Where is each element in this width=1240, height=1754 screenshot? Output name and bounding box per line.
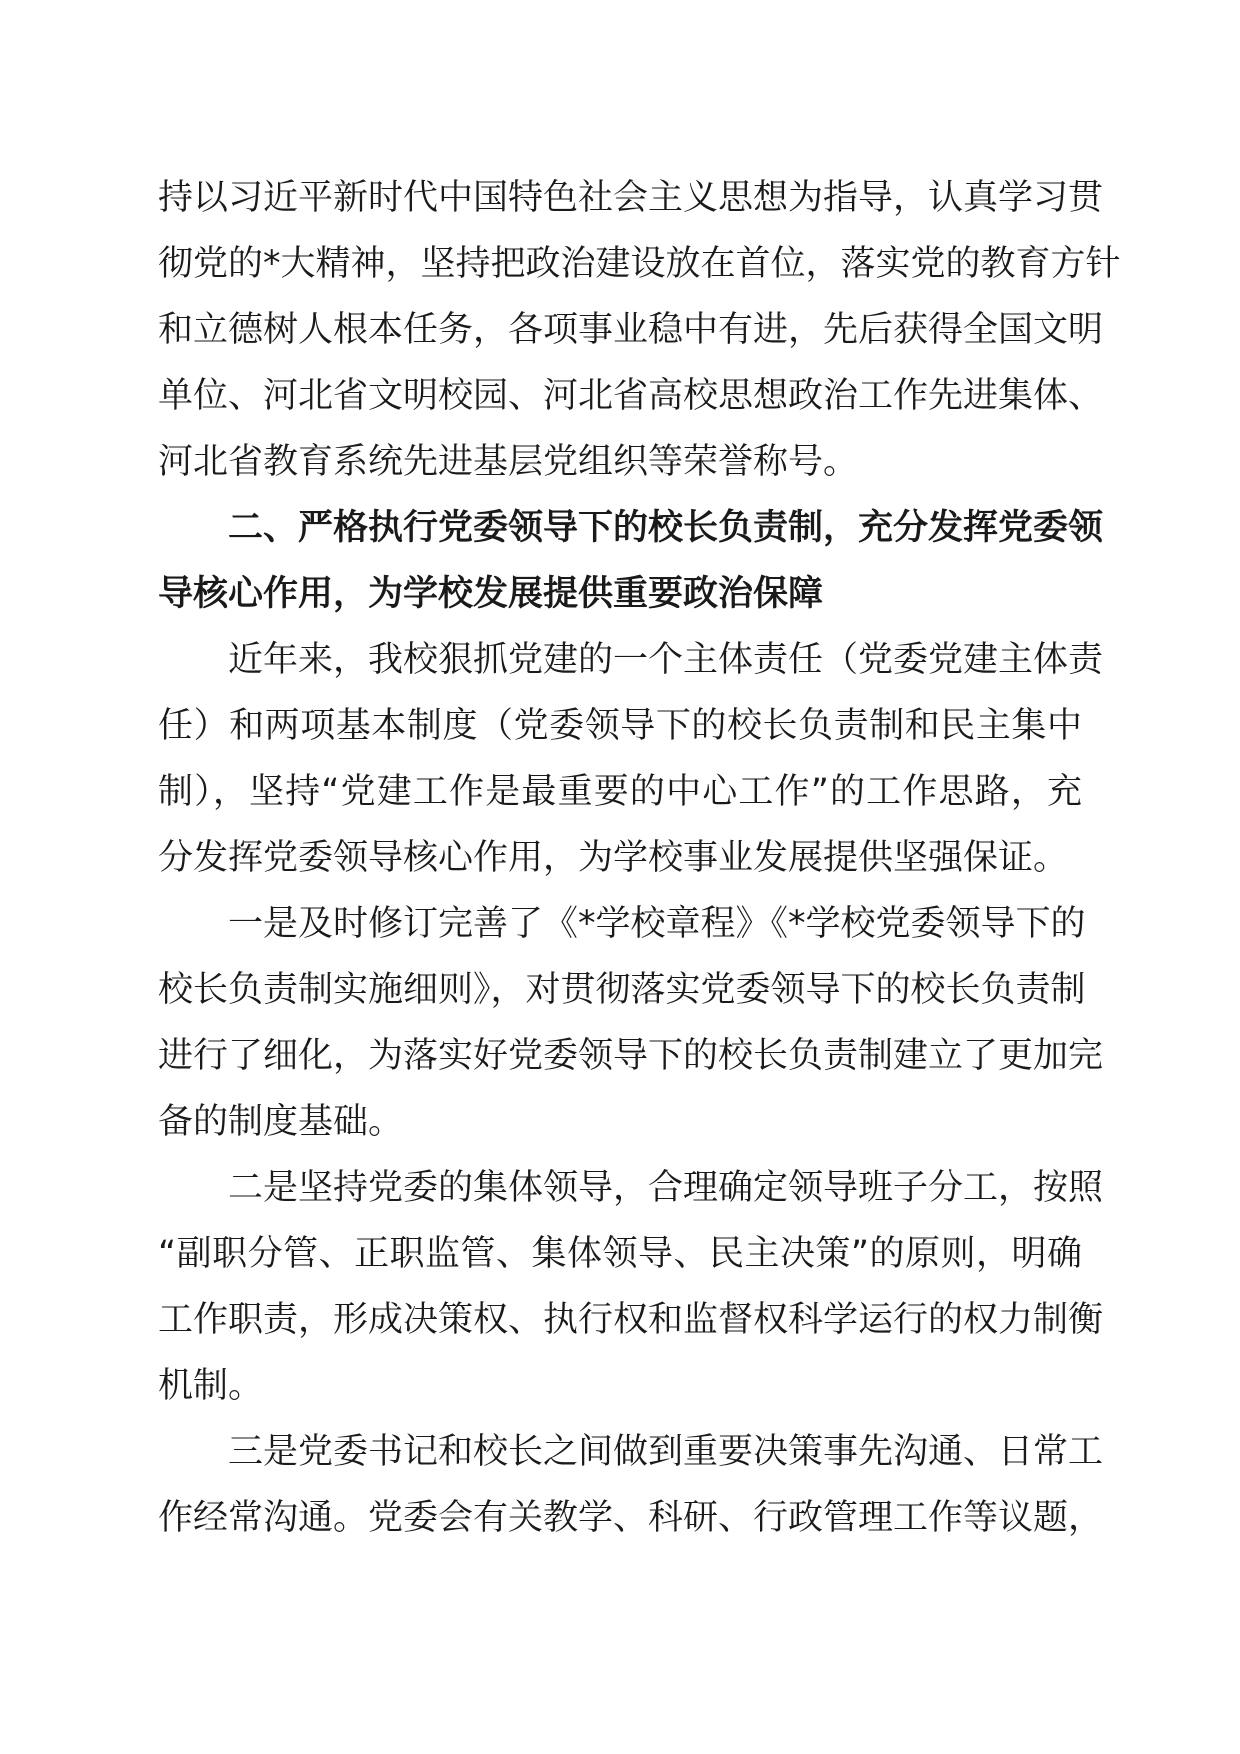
text-line: 一是及时修订完善了《*学校章程》《*学校党委领导下的 bbox=[228, 904, 1086, 944]
text-line: 二是坚持党委的集体领导，合理确定领导班子分工，按照 bbox=[228, 1168, 1104, 1208]
heading-line: 导核心作用，为学校发展提供重要政治保障 bbox=[158, 574, 824, 614]
text-line: 三是党委书记和校长之间做到重要决策事先沟通、日常工 bbox=[228, 1432, 1104, 1472]
text-line: 制），坚持“党建工作是最重要的中心工作”的工作思路，充 bbox=[158, 772, 1082, 812]
text-line: 分发挥党委领导核心作用，为学校事业发展提供坚强保证。 bbox=[158, 838, 1069, 878]
text-line: 和立德树人根本任务，各项事业稳中有进，先后获得全国文明 bbox=[158, 310, 1104, 350]
text-line: 进行了细化，为落实好党委领导下的校长负责制建立了更加完 bbox=[158, 1036, 1104, 1076]
text-line: 近年来，我校狠抓党建的一个主体责任（党委党建主体责 bbox=[228, 640, 1104, 680]
text-line: 彻党的*大精神，坚持把政治建设放在首位，落实党的教育方针 bbox=[158, 244, 1121, 284]
text-line: 备的制度基础。 bbox=[158, 1102, 404, 1142]
text-line: 工作职责，形成决策权、执行权和监督权科学运行的权力制衡 bbox=[158, 1300, 1104, 1340]
text-line: 任）和两项基本制度（党委领导下的校长负责制和民主集中 bbox=[158, 706, 1082, 746]
text-line: 持以习近平新时代中国特色社会主义思想为指导，认真学习贯 bbox=[158, 178, 1104, 218]
text-line: 河北省教育系统先进基层党组织等荣誉称号。 bbox=[158, 442, 859, 482]
text-line: 机制。 bbox=[158, 1366, 264, 1406]
heading-line: 二、严格执行党委领导下的校长负责制，充分发挥党委领 bbox=[228, 508, 1104, 548]
text-line: 校长负责制实施细则》，对贯彻落实党委领导下的校长负责制 bbox=[158, 970, 1086, 1010]
text-line: 作经常沟通。党委会有关教学、科研、行政管理工作等议题， bbox=[158, 1498, 1104, 1538]
text-line: “副职分管、正职监管、集体领导、民主决策”的原则，明确 bbox=[158, 1234, 1082, 1274]
text-line: 单位、河北省文明校园、河北省高校思想政治工作先进集体、 bbox=[158, 376, 1104, 416]
